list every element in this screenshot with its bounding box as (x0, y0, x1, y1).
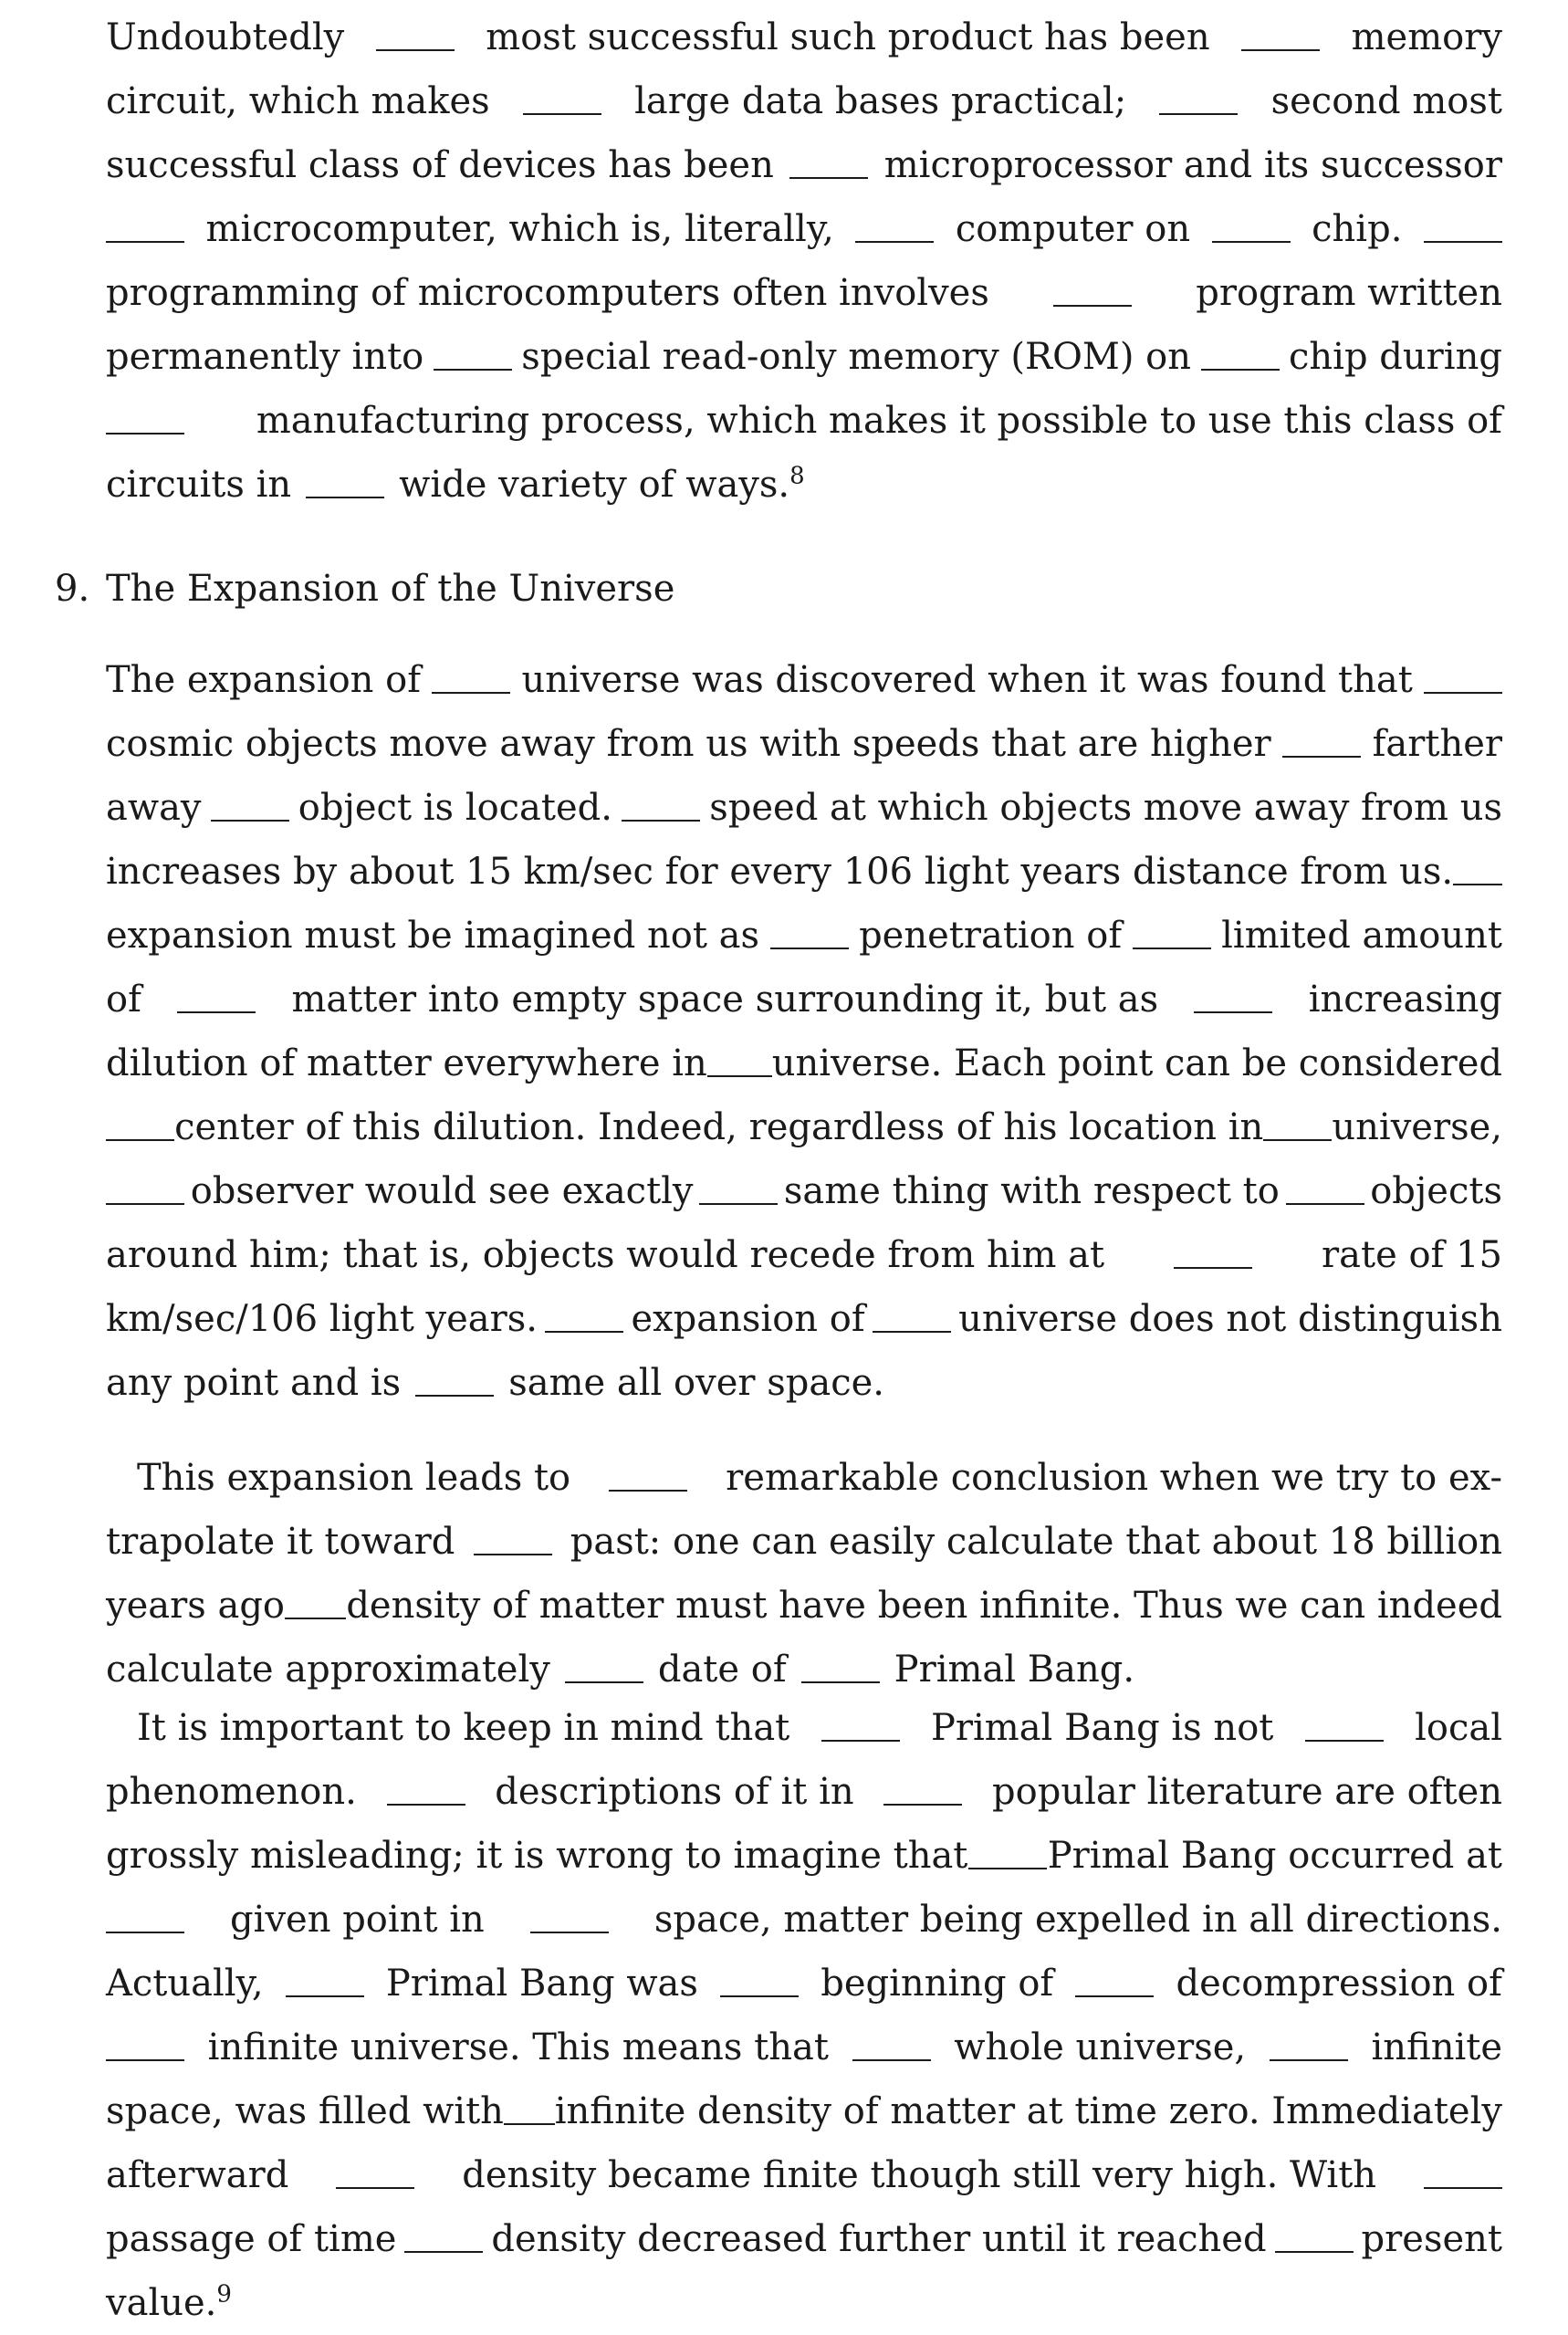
text-line (106, 197, 1502, 261)
blank-line (565, 1681, 643, 1683)
text-line (106, 1760, 1502, 1824)
blank-line (306, 497, 384, 498)
text-segment: matter into empty space surrounding it, but as (291, 979, 1159, 1021)
text-segment: increasing (1308, 979, 1502, 1021)
text-line (106, 2016, 1502, 2079)
text-line (106, 1574, 1502, 1638)
text-line (106, 133, 1502, 197)
text-segment: grossly misleading; it is wrong to imagine that (106, 1835, 968, 1877)
text-segment: space, was filled with (106, 2090, 504, 2132)
text-segment: permanently into (106, 336, 424, 378)
text-segment: microprocessor and its successor (883, 144, 1502, 186)
text-line (106, 904, 1502, 968)
text-segment: wide variety of ways.$^8$ (399, 462, 805, 506)
text-segment: circuit, which makes (106, 80, 490, 122)
text-line (106, 1095, 1502, 1159)
text-segment: manufacturing process, which makes it possible to use this class of (256, 400, 1502, 442)
text-segment: chip during (1289, 336, 1502, 378)
text-segment: objects (1370, 1170, 1502, 1212)
blank-line (545, 1331, 623, 1333)
text-segment: programming of microcomputers often involves (106, 272, 989, 314)
blank-line (432, 692, 510, 694)
text-line (106, 776, 1502, 840)
blank-line (106, 433, 184, 435)
text-segment: universe, (1332, 1106, 1502, 1148)
blank-line (1275, 2251, 1354, 2253)
text-line (106, 1287, 1502, 1351)
text-segment: infinite universe. This means that (207, 2026, 829, 2068)
paragraph-expansion-2 (106, 1446, 1502, 1702)
blank-line (801, 1681, 880, 1683)
text-segment: universe. Each point can be considered (771, 1042, 1502, 1084)
text-segment: memory (1351, 16, 1502, 58)
text-segment: past: one can easily calculate that about 18 billion (570, 1521, 1502, 1563)
blank-line (504, 2123, 555, 2125)
paragraph-expansion-1 (106, 648, 1502, 1415)
text-segment: away (106, 787, 202, 829)
paragraph-8-continued (106, 5, 1502, 517)
text-line (106, 1031, 1502, 1095)
text-segment: descriptions of it in (495, 1771, 854, 1813)
blank-line (177, 1011, 256, 1013)
text-segment: km/sec/106 light years. (106, 1298, 538, 1340)
blank-line (106, 1139, 174, 1141)
text-segment: calculate approximately (106, 1649, 550, 1691)
blank-line (336, 2187, 414, 2189)
text-segment: expansion of (631, 1298, 865, 1340)
text-line (106, 712, 1502, 776)
text-line (106, 5, 1502, 69)
text-line (106, 1824, 1502, 1888)
section-number: 9. (55, 568, 90, 610)
blank-line (1424, 241, 1502, 243)
blank-line (1075, 1995, 1154, 1997)
blank-line (1263, 1139, 1332, 1141)
text-segment: microcomputer, which is, literally, (205, 208, 834, 250)
text-segment: decompression of (1176, 1963, 1502, 2005)
text-line (106, 1446, 1502, 1510)
text-line (106, 2271, 1502, 2335)
footnote-marker: 9 (216, 2280, 232, 2309)
blank-line (106, 2059, 184, 2061)
text-segment: infinite density of matter at time zero. Immediately (554, 2090, 1502, 2132)
text-line (106, 2143, 1502, 2207)
text-segment: cosmic objects move away from us with speeds that are higher (106, 723, 1271, 765)
text-segment: density became finite though still very high. With (462, 2154, 1377, 2196)
text-segment: second most (1270, 80, 1502, 122)
text-segment: circuits in (106, 464, 292, 506)
paragraph-expansion-3 (106, 1696, 1502, 2335)
blank-line (1424, 2187, 1502, 2189)
text-segment: given point in (230, 1899, 485, 1941)
blank-line (1282, 756, 1361, 758)
blank-line (609, 1490, 687, 1492)
text-segment: special read-only memory (ROM) on (521, 336, 1192, 378)
text-segment: successful class of devices has been (106, 144, 774, 186)
blank-line (530, 1932, 609, 1933)
text-line (106, 968, 1502, 1031)
blank-line (720, 1995, 799, 1997)
blank-line (1174, 1267, 1252, 1269)
text-segment: This expansion leads to (137, 1457, 571, 1499)
text-segment: limited amount (1221, 915, 1502, 957)
text-segment: It is important to keep in mind that (137, 1707, 790, 1749)
text-segment: Primal Bang occurred at (1047, 1835, 1502, 1877)
blank-line (1453, 884, 1502, 885)
blank-line (415, 1395, 494, 1397)
text-line (106, 1159, 1502, 1223)
blank-line (523, 113, 601, 115)
text-line (106, 325, 1502, 389)
text-segment: speed at which objects move away from us (709, 787, 1502, 829)
text-segment: universe does not distinguish (958, 1298, 1502, 1340)
blank-line (1241, 49, 1320, 51)
text-segment: local (1415, 1707, 1502, 1749)
text-segment: observer would see exactly (190, 1170, 694, 1212)
text-segment: of (106, 979, 141, 1021)
text-segment: penetration of (859, 915, 1123, 957)
blank-line (387, 1804, 465, 1806)
text-segment: same all over space. (508, 1362, 884, 1404)
text-segment: density decreased further until it reached (491, 2218, 1267, 2260)
text-line (106, 453, 1502, 517)
text-segment: around him; that is, objects would recede from him at (106, 1234, 1105, 1276)
text-segment: popular literature are often (992, 1771, 1502, 1813)
text-line (106, 2207, 1502, 2271)
blank-line (707, 1075, 772, 1077)
text-segment: remarkable conclusion when we try to ex- (726, 1457, 1502, 1499)
text-segment: large data bases practical; (634, 80, 1127, 122)
text-line (106, 1696, 1502, 1760)
blank-line (1133, 948, 1211, 949)
text-segment: whole universe, (954, 2026, 1247, 2068)
text-line (106, 840, 1502, 904)
blank-line (699, 1203, 778, 1205)
text-segment: afterward (106, 2154, 289, 2196)
blank-line (873, 1331, 951, 1333)
text-segment: computer on (955, 208, 1191, 250)
text-segment: trapolate it toward (106, 1521, 455, 1563)
text-segment: The expansion of (106, 659, 422, 701)
footnote-marker: 8 (789, 462, 805, 490)
text-line (106, 69, 1502, 133)
text-line (106, 1510, 1502, 1574)
text-segment: dilution of matter everywhere in (106, 1042, 707, 1084)
text-line (106, 2079, 1502, 2143)
blank-line (1270, 2059, 1348, 2061)
text-segment: infinite (1371, 2026, 1502, 2068)
text-line (106, 1952, 1502, 2016)
blank-line (883, 1804, 962, 1806)
blank-line (1305, 1740, 1384, 1742)
text-line (106, 1351, 1502, 1415)
text-segment: passage of time (106, 2218, 397, 2260)
text-segment: chip. (1312, 208, 1403, 250)
text-segment: any point and is (106, 1362, 402, 1404)
blank-line (1201, 369, 1280, 371)
text-segment: Primal Bang was (385, 1963, 698, 2005)
text-segment: beginning of (821, 1963, 1054, 2005)
text-segment: universe was discovered when it was found that (521, 659, 1413, 701)
blank-line (106, 241, 184, 243)
blank-line (1286, 1203, 1364, 1205)
blank-line (789, 177, 868, 179)
text-segment: expansion must be imagined not as (106, 915, 760, 957)
text-segment: present (1361, 2218, 1502, 2260)
blank-line (106, 1932, 184, 1933)
blank-line (855, 241, 934, 243)
text-segment: Undoubtedly (106, 16, 345, 58)
blank-line (622, 820, 700, 822)
blank-line (1053, 305, 1132, 307)
blank-line (968, 1868, 1047, 1869)
text-segment: same thing with respect to (783, 1170, 1280, 1212)
blank-line (1212, 241, 1291, 243)
text-segment: program written (1196, 272, 1502, 314)
text-segment: years ago (106, 1585, 286, 1627)
text-line (106, 1223, 1502, 1287)
blank-line (285, 1618, 346, 1619)
blank-line (852, 2059, 931, 2061)
text-segment: object is located. (298, 787, 612, 829)
blank-line (404, 2251, 483, 2253)
blank-line (1424, 692, 1502, 694)
section-title: The Expansion of the Universe (106, 568, 675, 610)
text-line (106, 261, 1502, 325)
text-line (106, 648, 1502, 712)
text-segment: space, matter being expelled in all directions. (653, 1899, 1502, 1941)
text-segment: value.$^9$ (106, 2280, 232, 2324)
blank-line (821, 1740, 900, 1742)
blank-line (770, 948, 849, 949)
blank-line (106, 1203, 184, 1205)
text-line (106, 1888, 1502, 1952)
text-line (106, 1638, 1502, 1702)
blank-line (1159, 113, 1238, 115)
blank-line (474, 1554, 552, 1555)
text-segment: center of this dilution. Indeed, regardless of his location in (174, 1106, 1264, 1148)
text-segment: date of (657, 1649, 787, 1691)
text-segment: rate of 15 (1322, 1234, 1502, 1276)
text-segment: density of matter must have been infinite. Thus we can indeed (346, 1585, 1502, 1627)
text-segment: increases by about 15 km/sec for every 106 light years distance from us. (106, 851, 1454, 893)
text-segment: Primal Bang is not (930, 1707, 1274, 1749)
text-segment: phenomenon. (106, 1771, 357, 1813)
text-segment: Primal Bang. (894, 1649, 1135, 1691)
blank-line (1194, 1011, 1272, 1013)
text-segment: Actually, (106, 1963, 264, 2005)
blank-line (211, 820, 289, 822)
text-segment: most successful such product has been (486, 16, 1210, 58)
blank-line (434, 369, 512, 371)
blank-line (376, 49, 455, 51)
blank-line (286, 1995, 364, 1997)
section-heading (55, 557, 674, 621)
text-segment: farther (1372, 723, 1502, 765)
text-line (106, 389, 1502, 453)
